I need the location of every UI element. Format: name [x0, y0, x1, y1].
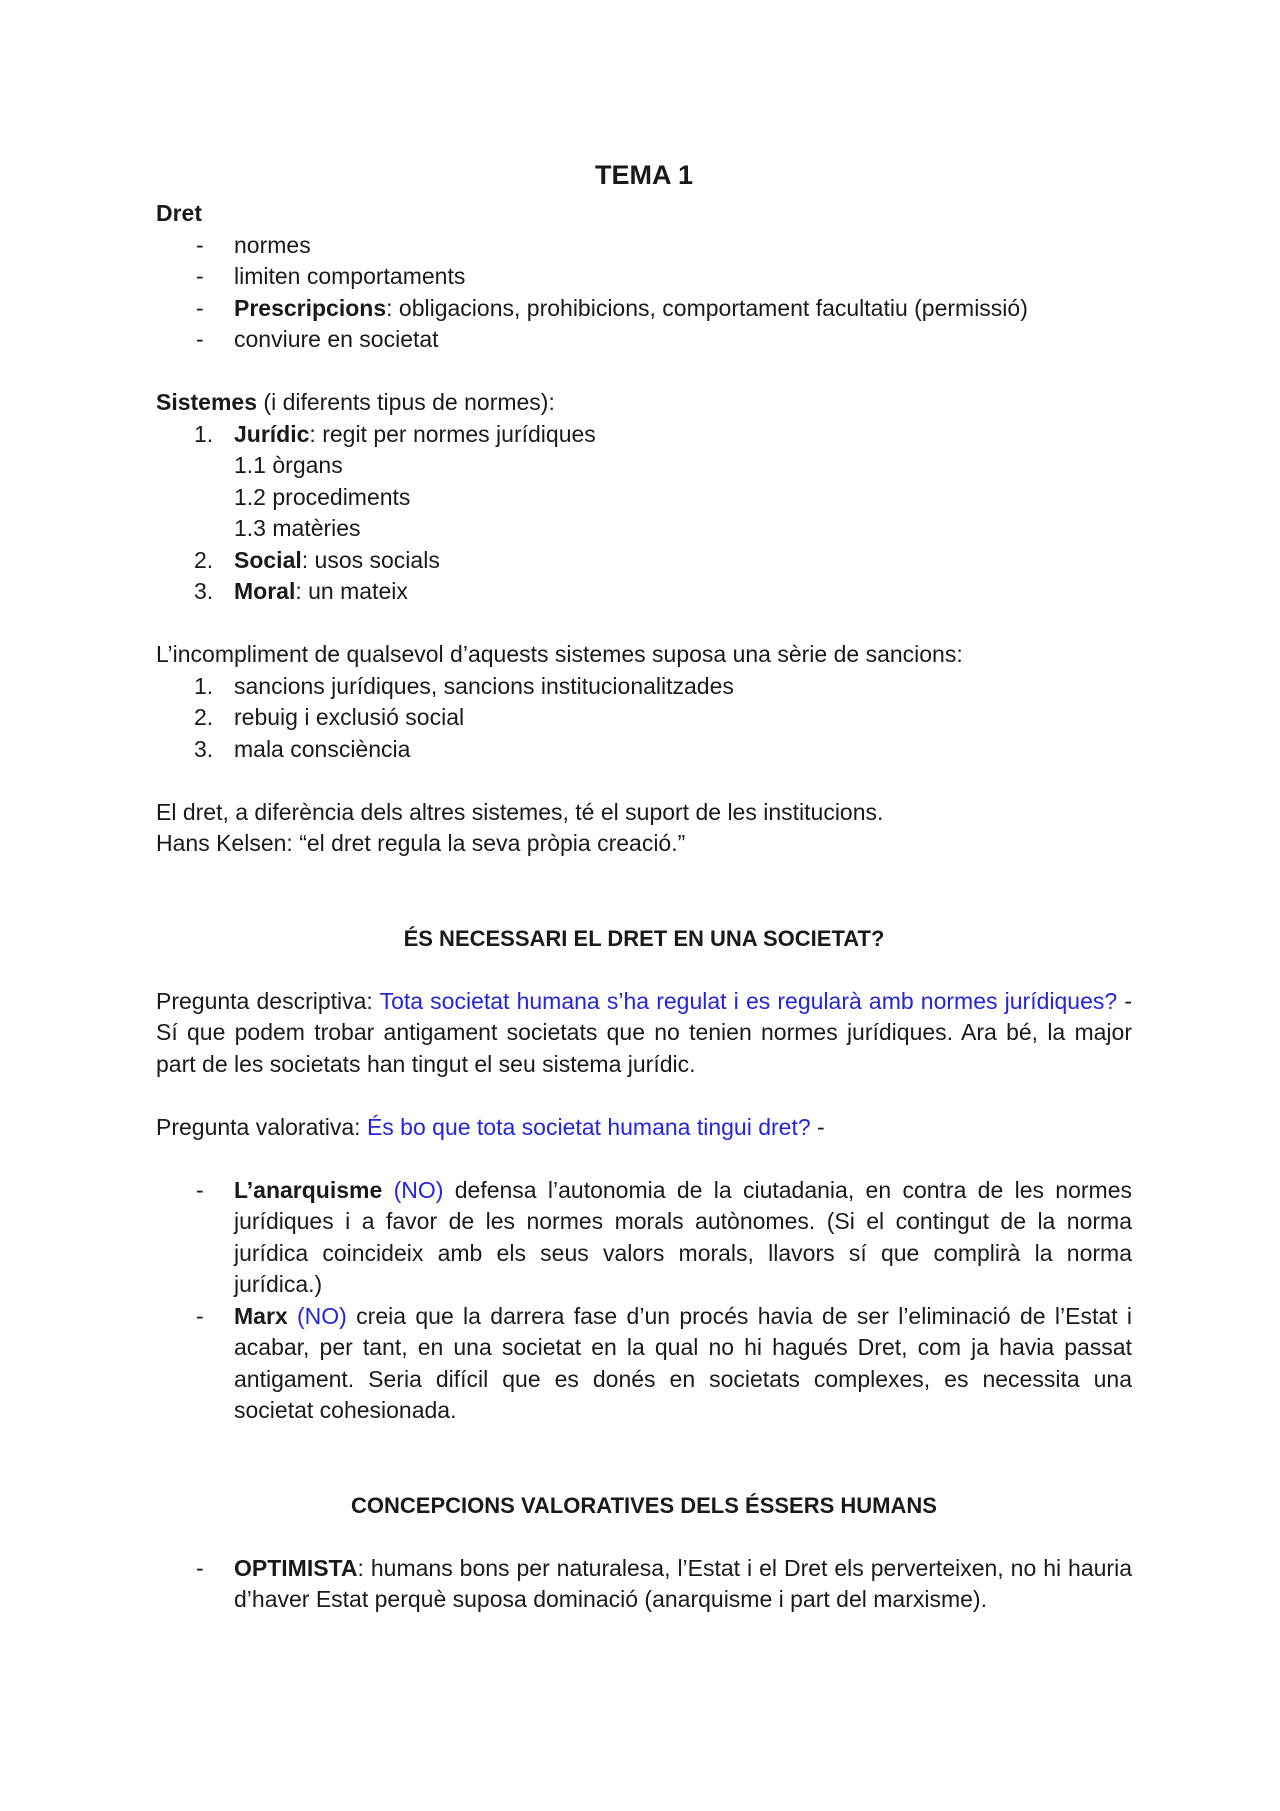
- concepcions-list: [156, 1553, 1132, 1616]
- sub-item: 1.1 òrgans: [234, 452, 343, 478]
- sistemes-heading: Sistemes (i diferents tipus de normes):: [156, 389, 555, 415]
- valorativa-question: És bo que tota societat humana tingui dret?: [366, 1113, 811, 1140]
- list-item: - L’anarquisme (NO) defensa l’autonomia de la ciutadania, en contra de les normes jurídiques i a favor de les normes morals autònomes. (Si el contingut de la norma jurídica coincideix amb els seus valors morals, llavors sí que complirà la norma jurídica.): [196, 1176, 1132, 1297]
- list-item: - normes: [156, 230, 1132, 262]
- document-page: [156, 155, 1132, 1616]
- posicions-list: [156, 1175, 1132, 1427]
- descriptiva-question: Tota societat humana s’ha regulat i es regularà amb normes jurídiques?: [379, 987, 1118, 1014]
- dash-marker: -: [196, 294, 204, 321]
- sub-item: 1.3 matèries: [234, 515, 361, 541]
- list-item: - Prescripcions: obligacions, prohibicions, comportament facultatiu (permissió): [156, 293, 1132, 325]
- dret-suport-text: El dret, a diferència dels altres sistemes, té el suport de les institucions.: [156, 798, 884, 825]
- list-item: - conviure en societat: [156, 324, 1132, 356]
- list-item: - Marx (NO) creia que la darrera fase d’un procés havia de ser l’eliminació de l’Estat i acabar, per tant, en una societat en la qual no hi hagués Dret, com ja havia passat antigament. Seria difícil que es donés en societats complexes, es necessita una societat cohesionada.: [196, 1302, 1132, 1423]
- dash-marker: -: [196, 1302, 204, 1329]
- page-title: TEMA 1: [594, 160, 693, 190]
- sistemes-sublist: [156, 450, 1132, 545]
- list-item: 3. mala consciència: [194, 735, 411, 762]
- dret-list: [156, 230, 1132, 356]
- list-item: 3. Moral: un mateix: [194, 578, 408, 604]
- section-heading-necessari: ÉS NECESSARI EL DRET EN UNA SOCIETAT?: [403, 925, 885, 951]
- dash-marker: -: [196, 1176, 204, 1203]
- list-item: 2. Social: usos socials: [194, 546, 440, 573]
- sancions-list: [156, 671, 1132, 766]
- dash-marker: -: [196, 231, 204, 258]
- pregunta-descriptiva: Pregunta descriptiva: Tota societat humana s’ha regulat i es regularà amb normes jurídiques? - Sí que podem trobar antigament societats que no tenien normes jurídiques. Ara bé, la major part de les societats han tingut el seu sistema jurídic.: [156, 987, 1132, 1077]
- sistemes-list: [156, 419, 1132, 451]
- section-heading-concepcions: CONCEPCIONS VALORATIVES DELS ÉSSERS HUMANS: [351, 1492, 937, 1518]
- sancions-intro: L’incompliment de qualsevol d’aquests sistemes suposa una sèrie de sancions:: [156, 641, 963, 667]
- dash-marker: -: [196, 263, 204, 289]
- dret-heading: Dret: [156, 200, 203, 226]
- list-item: 2. rebuig i exclusió social: [194, 704, 465, 730]
- sub-item: 1.2 procediments: [234, 483, 411, 510]
- list-item: 1. sancions jurídiques, sancions institucionalitzades: [194, 672, 734, 699]
- dash-marker: -: [196, 326, 204, 352]
- dash-marker: -: [196, 1554, 204, 1581]
- list-item: - limiten comportaments: [156, 261, 1132, 293]
- kelsen-quote: Hans Kelsen: “el dret regula la seva pròpia creació.”: [156, 830, 686, 856]
- pregunta-valorativa: Pregunta valorativa: És bo que tota societat humana tingui dret? -: [156, 1113, 825, 1140]
- sistemes-list-cont: [156, 545, 1132, 608]
- list-item: - OPTIMISTA: humans bons per naturalesa, l’Estat i el Dret els perverteixen, no hi hauria d’haver Estat perquè suposa dominació (anarquisme i part del marxisme).: [196, 1554, 1132, 1612]
- list-item: 1. Jurídic: regit per normes jurídiques: [194, 420, 596, 447]
